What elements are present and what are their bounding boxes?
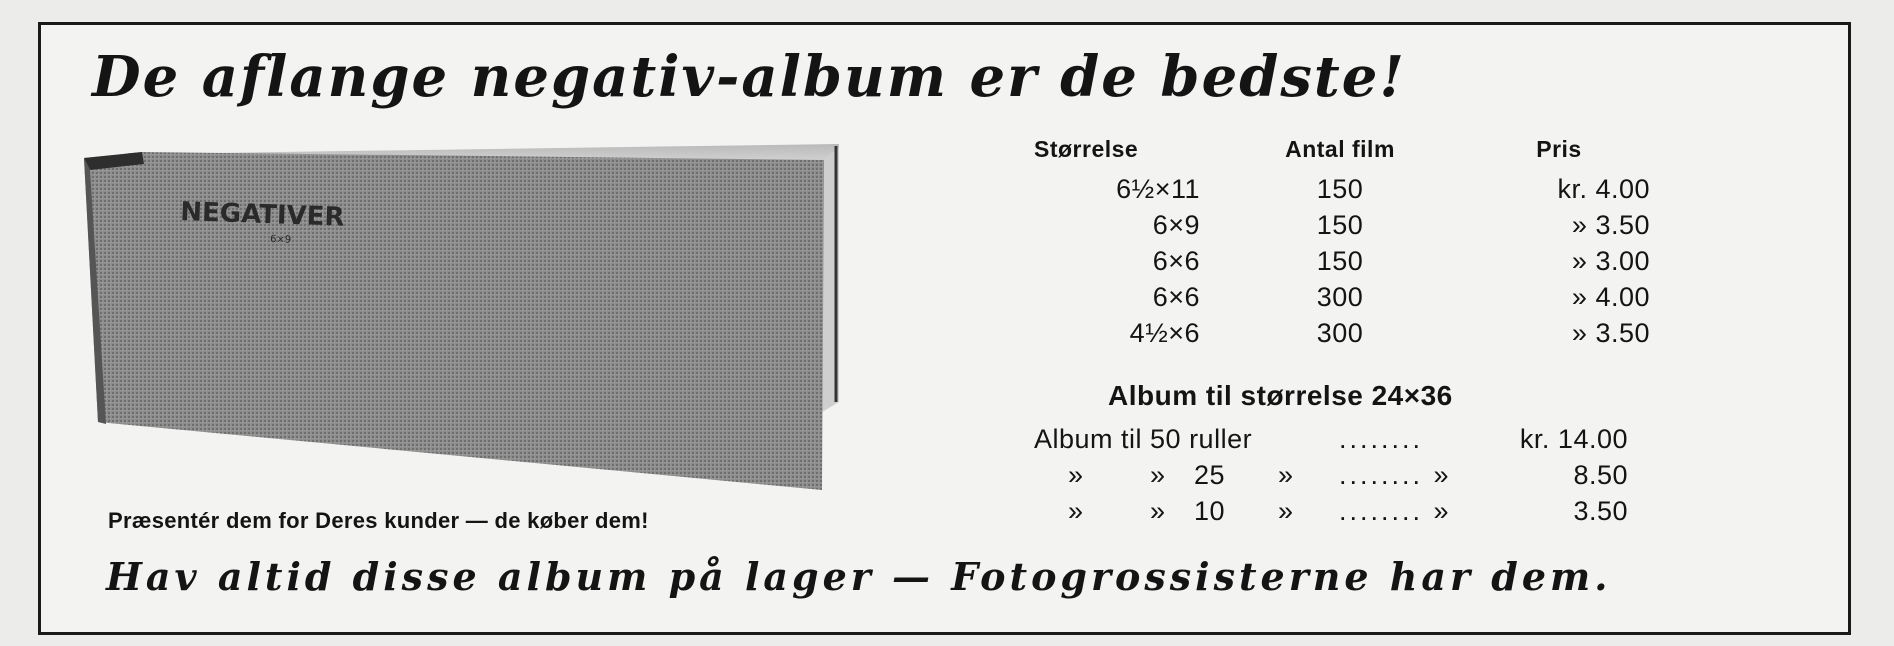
headline: De aflange negativ-album er de bedste! xyxy=(92,44,1406,110)
price-table xyxy=(1030,136,1650,354)
roll-albums-list xyxy=(1034,424,1628,532)
footer-slogan: Hav altid disse album på lager — Fotogrossisterne har dem. xyxy=(106,554,1612,599)
size-cell: 4½×6 xyxy=(1129,318,1200,348)
price-cell: » 3.00 xyxy=(1571,246,1650,276)
films-cell: 150 xyxy=(1316,210,1364,240)
roll-count: 25 xyxy=(1194,460,1226,490)
films-cell: 300 xyxy=(1316,318,1364,348)
list-item xyxy=(1034,424,1628,460)
roll-price: 3.50 xyxy=(1573,496,1628,526)
ditto-mark: » xyxy=(1278,460,1294,490)
table-row xyxy=(1030,318,1650,354)
table-row xyxy=(1030,174,1650,210)
size-cell: 6×6 xyxy=(1152,246,1200,276)
size-cell: 6½×11 xyxy=(1116,174,1200,204)
album-photo xyxy=(84,140,844,490)
films-cell: 150 xyxy=(1316,246,1364,276)
ditto-mark: » xyxy=(1278,496,1294,526)
price-cell: kr. 4.00 xyxy=(1557,174,1650,204)
header-films: Antal film xyxy=(1285,136,1395,162)
size-cell: 6×6 xyxy=(1152,282,1200,312)
album-caption: Præsentér dem for Deres kunder — de køber dem! xyxy=(108,508,649,533)
ditto-mark: » xyxy=(1150,496,1166,526)
films-cell: 150 xyxy=(1316,174,1364,204)
price-table-header xyxy=(1030,136,1630,174)
table-row xyxy=(1030,282,1650,318)
dot-leader: ........ » xyxy=(1339,496,1452,526)
ditto-mark: » xyxy=(1068,496,1084,526)
ditto-mark: » xyxy=(1150,460,1166,490)
price-cell: » 3.50 xyxy=(1571,210,1650,240)
price-cell: » 3.50 xyxy=(1571,318,1650,348)
table-row xyxy=(1030,210,1650,246)
price-cell: » 4.00 xyxy=(1571,282,1650,312)
ditto-mark: » xyxy=(1068,460,1084,490)
header-price: Pris xyxy=(1536,136,1582,162)
roll-price: kr. 14.00 xyxy=(1519,424,1628,454)
films-cell: 300 xyxy=(1316,282,1364,312)
list-item xyxy=(1034,496,1628,532)
table-row xyxy=(1030,246,1650,282)
roll-count: 10 xyxy=(1194,496,1226,526)
dot-leader: ........ xyxy=(1339,424,1424,454)
dot-leader: ........ » xyxy=(1339,460,1452,490)
cover-title: NEGATIVER xyxy=(179,197,345,233)
roll-price: 8.50 xyxy=(1573,460,1628,490)
svg-text:6×9: 6×9 xyxy=(269,234,292,246)
size-cell: 6×9 xyxy=(1152,210,1200,240)
roll-albums-heading: Album til størrelse 24×36 xyxy=(1108,380,1453,411)
header-size: Størrelse xyxy=(1034,136,1139,162)
roll-label: Album til 50 ruller xyxy=(1034,424,1253,454)
list-item xyxy=(1034,460,1628,496)
